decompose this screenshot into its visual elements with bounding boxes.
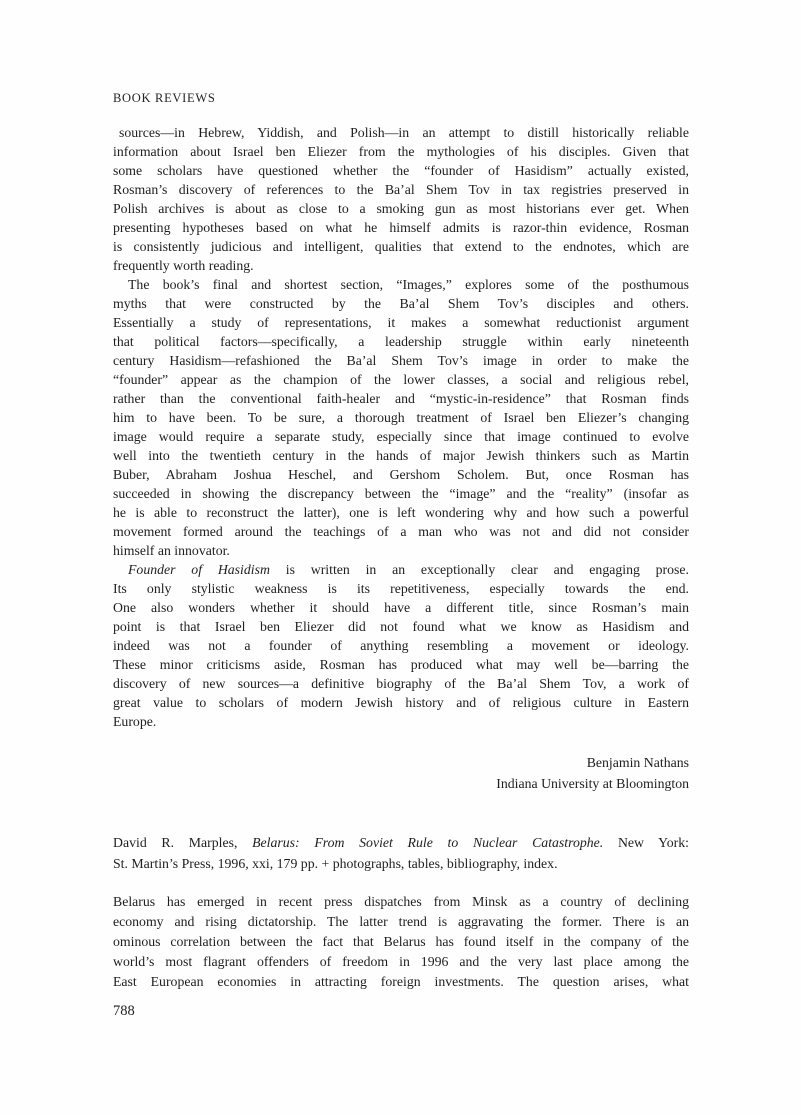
text-line: him to have been. To be sure, a thorough treatment of Israel ben Eliezer’s changing (113, 410, 689, 425)
text-line: Founder of Hasidism is written in an exceptionally clear and engaging prose. (128, 562, 689, 577)
text-line: ominous correlation between the fact that Belarus has found itself in the company of the (113, 934, 689, 949)
review-2-body (113, 892, 689, 992)
text-line: David R. Marples, Belarus: From Soviet Rule to Nuclear Catastrophe. New York: (113, 835, 689, 850)
text-line: St. Martin’s Press, 1996, xxi, 179 pp. + photographs, tables, bibliography, index. (113, 855, 558, 871)
text-line: Its only stylistic weakness is its repetitiveness, especially towards the end. (113, 581, 689, 596)
reviewer-name: Benjamin Nathans (586, 755, 689, 770)
text-line: One also wonders whether it should have a different title, since Rosman’s main (113, 600, 689, 615)
italic-text: Founder of Hasidism (128, 562, 270, 577)
paragraph (113, 892, 689, 992)
book-citation (113, 833, 689, 874)
text-line: “founder” appear as the champion of the lower classes, a social and religious rebel, (113, 372, 689, 387)
text-line: Belarus has emerged in recent press dispatches from Minsk as a country of declining (113, 894, 689, 909)
reviewer-signature (496, 753, 689, 794)
running-head: BOOK REVIEWS (113, 91, 216, 105)
text-line: The book’s final and shortest section, “Images,” explores some of the posthumous (128, 277, 689, 292)
text-line: East European economies in attracting foreign investments. The question arises, what (113, 974, 689, 989)
italic-text: Belarus: From Soviet Rule to Nuclear Catastrophe. (252, 835, 604, 850)
text-line: sources—in Hebrew, Yiddish, and Polish—in an attempt to distill historically reliable (119, 125, 689, 140)
text-line: well into the twentieth century in the hands of major Jewish thinkers such as Martin (113, 448, 689, 463)
text-line: Rosman’s discovery of references to the Ba’al Shem Tov in tax registries preserved in (113, 182, 689, 197)
text-line: frequently worth reading. (113, 258, 254, 273)
text-line: succeeded in showing the discrepancy between the “image” and the “reality” (insofar as (113, 486, 689, 501)
text-line: he is able to reconstruct the latter), one is left wondering why and how such a powerful (113, 505, 689, 520)
text-line: indeed was not a founder of anything resembling a movement or ideology. (113, 638, 689, 653)
text-line: myths that were constructed by the Ba’al Shem Tov’s disciples and others. (113, 296, 689, 311)
text-line: is consistently judicious and intelligent, qualities that extend to the endnotes, which are (113, 239, 689, 254)
reviewer-affiliation: Indiana University at Bloomington (496, 775, 689, 791)
text-line: century Hasidism—refashioned the Ba’al Shem Tov’s image in order to make the (113, 353, 689, 368)
review-1-body (113, 123, 689, 731)
text-line: Europe. (113, 714, 157, 729)
text-line: great value to scholars of modern Jewish history and of religious culture in Eastern (113, 695, 689, 710)
text-line: Buber, Abraham Joshua Heschel, and Gershom Scholem. But, once Rosman has (113, 467, 689, 482)
text-line: economy and rising dictatorship. The latter trend is aggravating the former. There is an (113, 914, 689, 929)
text-line: some scholars have questioned whether the “founder of Hasidism” actually existed, (113, 163, 689, 178)
text-line: presenting hypotheses based on what he himself admits is razor-thin evidence, Rosman (113, 220, 689, 235)
text-line: Essentially a study of representations, it makes a somewhat reductionist argument (113, 315, 689, 330)
text-line: Polish archives is about as close to a smoking gun as most historians ever get. When (113, 201, 689, 216)
text-line: rather than the conventional faith-healer and “mystic-in-residence” that Rosman finds (113, 391, 689, 406)
text-line: information about Israel ben Eliezer from the mythologies of his disciples. Given that (113, 144, 689, 159)
text-line: point is that Israel ben Eliezer did not found what we know as Hasidism and (113, 619, 689, 634)
page-number: 788 (113, 1003, 135, 1019)
text-line: that political factors—specifically, a leadership struggle within early nineteenth (113, 334, 689, 349)
text-line: image would require a separate study, especially since that image continued to evolve (113, 429, 689, 444)
text-line: discovery of new sources—a definitive biography of the Ba’al Shem Tov, a work of (113, 676, 689, 691)
text-line: movement formed around the teachings of a man who was not and did not consider (113, 524, 689, 539)
paragraph (113, 833, 689, 874)
text-line: These minor criticisms aside, Rosman has produced what may well be—barring the (113, 657, 689, 672)
paragraph (113, 123, 689, 275)
text-line: world’s most flagrant offenders of freedom in 1996 and the very last place among the (113, 954, 689, 969)
paragraph (113, 560, 689, 731)
text-line: himself an innovator. (113, 543, 230, 558)
paragraph (113, 275, 689, 560)
